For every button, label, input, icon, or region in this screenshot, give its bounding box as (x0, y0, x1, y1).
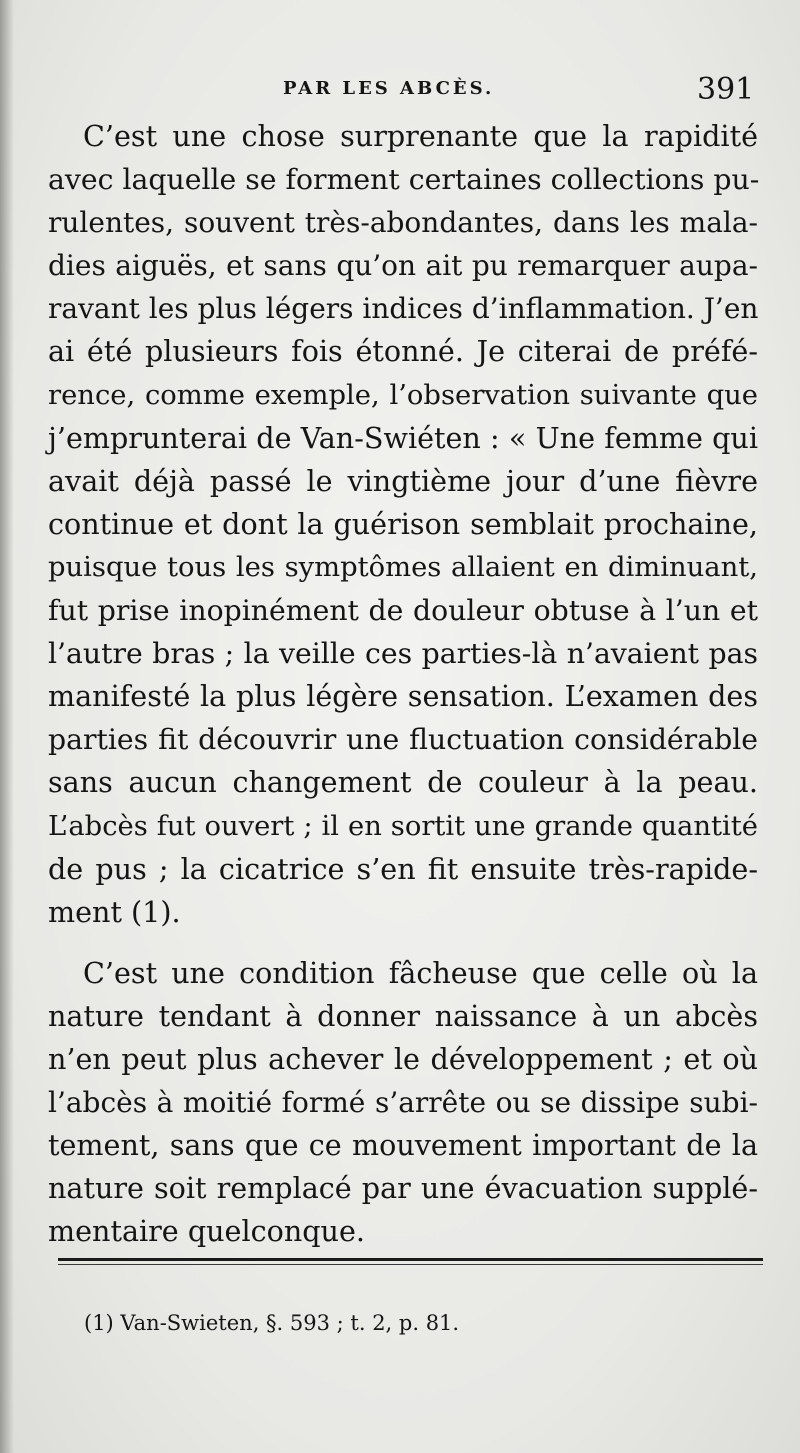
text-line: mentaire quelconque. (48, 1214, 365, 1249)
binding-shadow (0, 0, 14, 1453)
text-line: C’est une condition fâcheuse que celle où la (83, 955, 758, 990)
text-line: avait déjà passé le vingtième jour d’une fièvre (48, 463, 758, 498)
text-line: ment (1). (48, 894, 181, 929)
page-number: 391 (697, 72, 755, 107)
paragraph-2 (48, 952, 758, 1254)
running-title: PAR LES ABCÈS. (283, 78, 495, 99)
text-line: l’autre bras ; la veille ces parties-là n’avaient pas (48, 637, 758, 671)
body-text (48, 115, 758, 1253)
text-line: tement, sans que ce mouvement important de la (48, 1128, 758, 1163)
text-line: manifesté la plus légère sensation. L’examen des (48, 679, 758, 714)
text-line: n’en peut plus achever le développement ; et où (48, 1041, 758, 1076)
text-line: continue et dont la guérison semblait prochaine, (48, 506, 758, 541)
text-line: nature tendant à donner naissance à un abcès (48, 998, 758, 1033)
footnote: (1) Van-Swieten, §. 593 ; t. 2, p. 81. (84, 1311, 460, 1335)
text-line: ai été plusieurs fois étonné. Je citerai de préfé- (48, 334, 758, 369)
text-line: parties fit découvrir une fluctuation considérable (48, 723, 758, 757)
text-line: nature soit remplacé par une évacuation supplé- (48, 1171, 758, 1206)
text-line: j’emprunterai de Van-Swiéten : « Une femme qui (48, 420, 758, 455)
paragraph-1 (48, 115, 758, 934)
paragraph-spacer (48, 934, 758, 952)
running-head (0, 72, 800, 112)
text-line: ravant les plus légers indices d’inflammation. J’en (48, 292, 759, 326)
text-line: rence, comme exemple, l’observation suivante que (48, 379, 758, 411)
text-line: avec laquelle se forment certaines collections pu- (48, 163, 760, 197)
text-line: fut prise inopinément de douleur obtuse à l’un et (48, 594, 758, 628)
text-line: puisque tous les symptômes allaient en diminuant, (48, 551, 758, 583)
text-line: L’abcès fut ouvert ; il en sortit une grande quantité (48, 810, 758, 842)
footnote-rule-thin (58, 1264, 763, 1265)
text-line: C’est une chose surprenante que la rapidité (83, 119, 758, 153)
text-line: l’abcès à moitié formé s’arrête ou se dissipe subi- (48, 1086, 758, 1120)
text-line: sans aucun changement de couleur à la peau. (48, 765, 758, 800)
text-line: rulentes, souvent très-abondantes, dans les mala- (48, 206, 758, 240)
text-line: dies aiguës, et sans qu’on ait pu remarquer aupa- (48, 249, 758, 283)
footnote-rule (58, 1258, 763, 1261)
text-line: de pus ; la cicatrice s’en fit ensuite très-rapide- (48, 851, 758, 886)
